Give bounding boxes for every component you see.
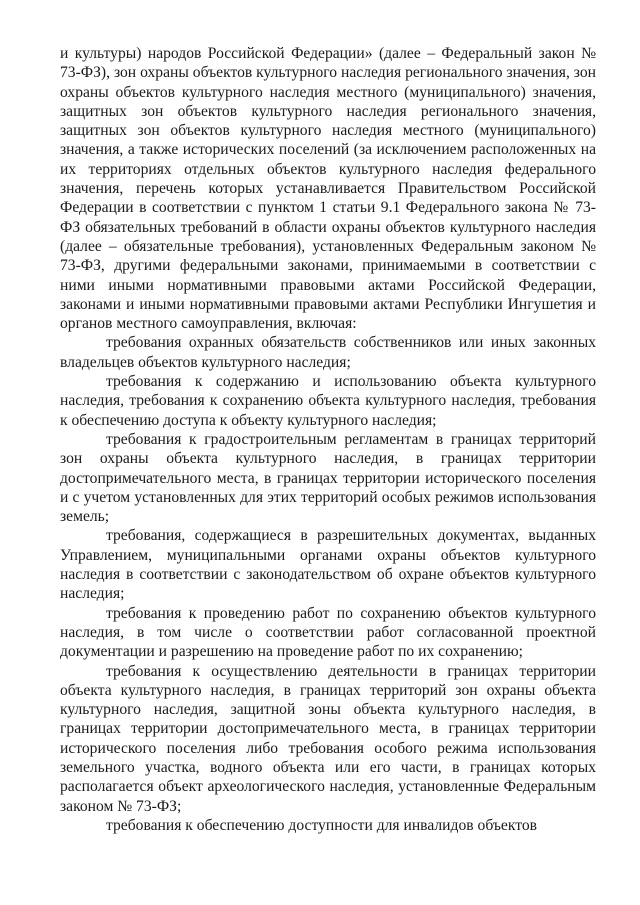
paragraph-requirement-2: требования к содержанию и использованию объекта культурного наследия, требования к сохранению объекта культурного наследия, требования к обеспечению доступа к объекту культурного наследия; [60, 373, 596, 429]
paragraph-requirement-7: требования к обеспечению доступности для инвалидов объектов [106, 816, 537, 834]
paragraph-intro: и культуры) народов Российской Федерации» (далее – Федеральный закон № 73-ФЗ), зон охраны объектов культурного наследия регионального значения, зон охраны объектов культурного наследия местного (муниципального) значения, защитных зон объектов культурного наследия регионального значения, защитных зон объектов культурного наследия местного (муниципального) значения, а также исторических поселений (за исключением расположенных на их территориях отдельных объектов культурного наследия федерального значения, перечень которых устанавливается Правительством Российской Федерации в соответствии с пунктом 1 статьи 9.1 Федерального закона № 73-ФЗ обязательных требований в области охраны объектов культурного наследия (далее – обязательные требования), установленных Федеральным законом № 73-ФЗ, другими федеральными законами, принимаемыми в соответствии с ними иными нормативными правовыми актами Российской Федерации, законами и иными нормативными правовыми актами Республики Ингушетия и органов местного самоуправления, включая: [60, 45, 596, 333]
document-body [60, 44, 596, 835]
paragraph-requirement-5: требования к проведению работ по сохранению объектов культурного наследия, в том числе о соответствии работ согласованной проектной документации и разрешению на проведение работ по их сохранению; [60, 604, 596, 661]
paragraph-requirement-4: требования, содержащиеся в разрешительных документах, выданных Управлением, муниципальными органами охраны объектов культурного наследия в соответствии с законодательством об охране объектов культурного наследия; [60, 527, 596, 603]
paragraph-requirement-1: требования охранных обязательств собственников или иных законных владельцев объектов культурного наследия; [60, 334, 596, 371]
paragraph-requirement-3: требования к градостроительным регламентам в границах территорий зон охраны объекта культурного наследия, в границах территории достопримечательного места, в границах территории исторического поселения и с учетом установленных для этих территорий особых режимов использования земель; [60, 430, 596, 526]
paragraph-requirement-6: требования к осуществлению деятельности в границах территории объекта культурного наследия, в границах территорий зон охраны объекта культурного наследия, защитной зоны объекта культурного наследия, в границах территории достопримечательного места, в границах территории исторического поселения либо требования особого режима использования земельного участка, водного объекта или его части, в границах которых располагается объект археологического наследия, установленные Федеральным законом № 73-ФЗ; [60, 662, 596, 815]
